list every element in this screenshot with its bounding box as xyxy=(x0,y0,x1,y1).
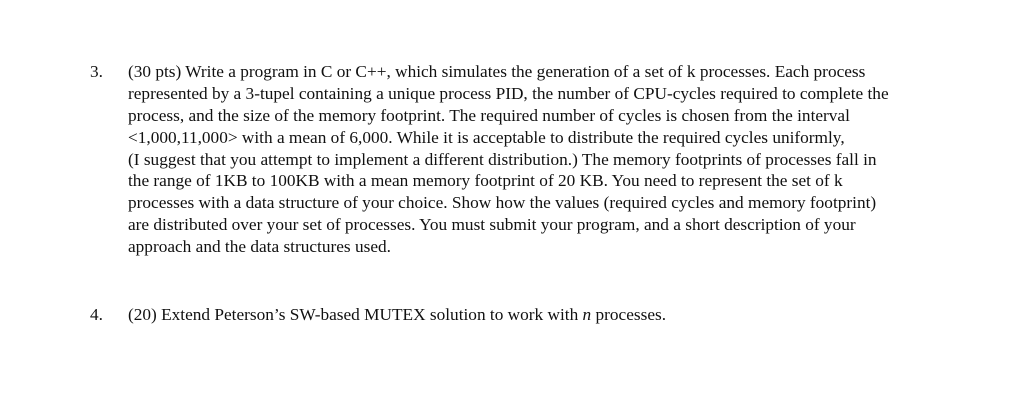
question-number: 4. xyxy=(90,305,103,324)
text-line: represented by a 3-tupel containing a unique process PID, the number of CPU-cycles required to complete the xyxy=(128,83,889,103)
text-segment: (20) Extend Peterson’s SW-based MUTEX solution to work with xyxy=(128,305,583,324)
italic-variable: n xyxy=(582,305,592,324)
text-line: (30 pts) Write a program in C or C++, which simulates the generation of a set of k processes. Each process xyxy=(128,62,866,81)
text-line: the range of 1KB to 100KB with a mean memory footprint of 20 KB. You need to represent the set of k xyxy=(128,171,843,191)
question-number: 3. xyxy=(90,62,103,81)
question-text xyxy=(128,304,666,326)
text-line: processes with a data structure of your choice. Show how the values (required cycles and memory footprint) xyxy=(128,193,877,213)
text-line: process, and the size of the memory footprint. The required number of cycles is chosen from the interval xyxy=(128,105,850,125)
text-line: approach and the data structures used. xyxy=(128,237,391,257)
text-line xyxy=(128,304,666,326)
text-line: are distributed over your set of processes. You must submit your program, and a short description of your xyxy=(128,215,856,235)
text-line: (I suggest that you attempt to implement a different distribution.) The memory footprints of processes fall in xyxy=(128,149,877,169)
text-segment: processes. xyxy=(591,305,667,324)
text-line: <1,000,11,000> with a mean of 6,000. While it is acceptable to distribute the required cycles uniformly, xyxy=(128,127,845,147)
question-text xyxy=(128,61,889,258)
